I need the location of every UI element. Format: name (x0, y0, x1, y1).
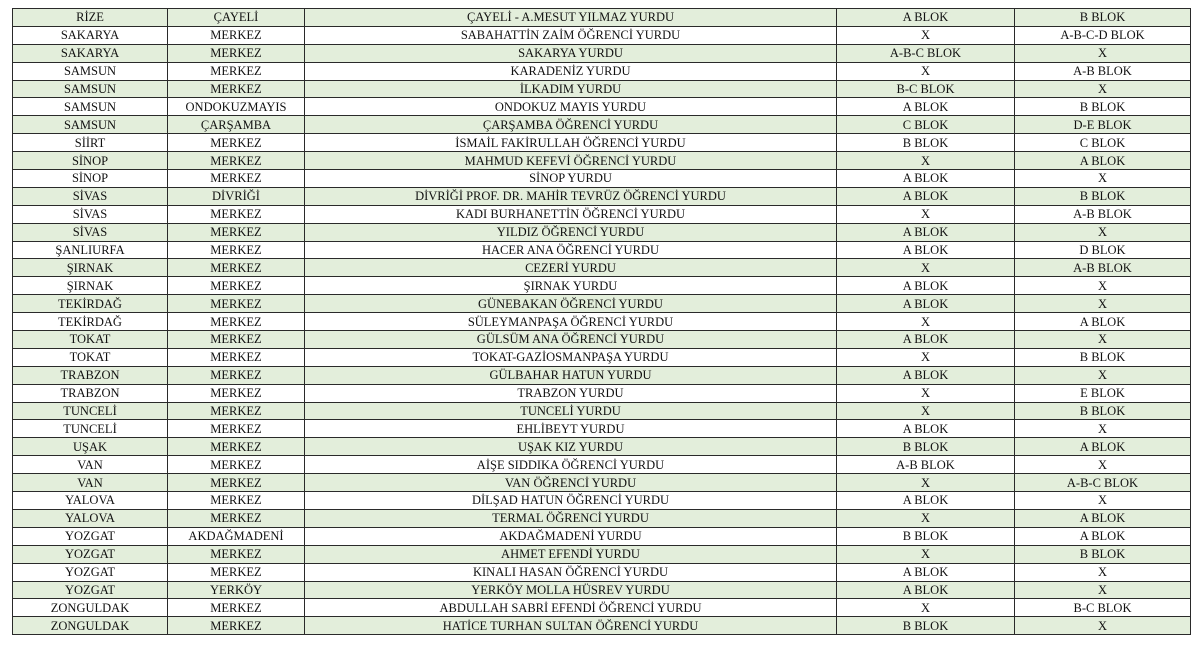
dorm-name-cell: DİLŞAD HATUN ÖĞRENCİ YURDU (305, 492, 837, 510)
block-a-cell: X (837, 205, 1015, 223)
table-row (13, 187, 1191, 205)
dorm-name-cell: AHMET EFENDİ YURDU (305, 545, 837, 563)
block-a-cell: A BLOK (837, 187, 1015, 205)
table-row (13, 617, 1191, 635)
city-cell: SİİRT (13, 134, 168, 152)
dorm-name-cell: DİVRİĞİ PROF. DR. MAHİR TEVRÜZ ÖĞRENCİ YURDU (305, 187, 837, 205)
block-b-cell: X (1015, 331, 1191, 349)
table-row (13, 331, 1191, 349)
block-b-cell: B BLOK (1015, 98, 1191, 116)
city-cell: SİVAS (13, 187, 168, 205)
block-b-cell: X (1015, 80, 1191, 98)
table-row (13, 170, 1191, 188)
table-row (13, 438, 1191, 456)
dorm-name-cell: SÜLEYMANPAŞA ÖĞRENCİ YURDU (305, 313, 837, 331)
district-cell: MERKEZ (168, 366, 305, 384)
table-row (13, 152, 1191, 170)
block-a-cell: B BLOK (837, 617, 1015, 635)
block-a-cell: X (837, 62, 1015, 80)
table-row (13, 98, 1191, 116)
block-b-cell: X (1015, 366, 1191, 384)
dormitory-table-body (13, 9, 1191, 635)
district-cell: MERKEZ (168, 420, 305, 438)
block-b-cell: B BLOK (1015, 187, 1191, 205)
block-b-cell: D-E BLOK (1015, 116, 1191, 134)
block-a-cell: X (837, 259, 1015, 277)
district-cell: ÇAYELİ (168, 9, 305, 27)
district-cell: MERKEZ (168, 152, 305, 170)
city-cell: TRABZON (13, 366, 168, 384)
district-cell: MERKEZ (168, 62, 305, 80)
dorm-name-cell: HACER ANA ÖĞRENCİ YURDU (305, 241, 837, 259)
dorm-name-cell: TOKAT-GAZİOSMANPAŞA YURDU (305, 348, 837, 366)
district-cell: MERKEZ (168, 205, 305, 223)
table-row (13, 599, 1191, 617)
city-cell: TOKAT (13, 331, 168, 349)
city-cell: TEKİRDAĞ (13, 313, 168, 331)
district-cell: MERKEZ (168, 509, 305, 527)
table-row (13, 402, 1191, 420)
table-row (13, 9, 1191, 27)
block-b-cell: X (1015, 170, 1191, 188)
city-cell: YOZGAT (13, 581, 168, 599)
table-row (13, 44, 1191, 62)
table-row (13, 581, 1191, 599)
block-a-cell: A-B-C BLOK (837, 44, 1015, 62)
district-cell: MERKEZ (168, 438, 305, 456)
dorm-name-cell: YERKÖY MOLLA HÜSREV YURDU (305, 581, 837, 599)
district-cell: MERKEZ (168, 241, 305, 259)
block-a-cell: A BLOK (837, 563, 1015, 581)
district-cell: MERKEZ (168, 223, 305, 241)
table-row (13, 277, 1191, 295)
city-cell: RİZE (13, 9, 168, 27)
city-cell: ŞIRNAK (13, 259, 168, 277)
block-b-cell: B BLOK (1015, 402, 1191, 420)
block-b-cell: D BLOK (1015, 241, 1191, 259)
district-cell: MERKEZ (168, 545, 305, 563)
dorm-name-cell: SAKARYA YURDU (305, 44, 837, 62)
table-row (13, 366, 1191, 384)
district-cell: ONDOKUZMAYIS (168, 98, 305, 116)
dorm-name-cell: AİŞE SIDDIKA ÖĞRENCİ YURDU (305, 456, 837, 474)
dorm-name-cell: ÇAYELİ - A.MESUT YILMAZ YURDU (305, 9, 837, 27)
dorm-name-cell: SABAHATTİN ZAİM ÖĞRENCİ YURDU (305, 26, 837, 44)
city-cell: ZONGULDAK (13, 617, 168, 635)
block-a-cell: B BLOK (837, 527, 1015, 545)
city-cell: YALOVA (13, 492, 168, 510)
table-row (13, 545, 1191, 563)
city-cell: TUNCELİ (13, 420, 168, 438)
table-row (13, 26, 1191, 44)
table-row (13, 492, 1191, 510)
city-cell: SAKARYA (13, 26, 168, 44)
block-a-cell: B BLOK (837, 438, 1015, 456)
district-cell: MERKEZ (168, 563, 305, 581)
block-b-cell: X (1015, 563, 1191, 581)
table-row (13, 313, 1191, 331)
district-cell: MERKEZ (168, 331, 305, 349)
block-a-cell: X (837, 313, 1015, 331)
block-a-cell: X (837, 474, 1015, 492)
dorm-name-cell: ÇARŞAMBA ÖĞRENCİ YURDU (305, 116, 837, 134)
district-cell: DİVRİĞİ (168, 187, 305, 205)
city-cell: TRABZON (13, 384, 168, 402)
block-a-cell: X (837, 26, 1015, 44)
block-a-cell: A BLOK (837, 492, 1015, 510)
block-b-cell: E BLOK (1015, 384, 1191, 402)
district-cell: MERKEZ (168, 134, 305, 152)
dorm-name-cell: ONDOKUZ MAYIS YURDU (305, 98, 837, 116)
dorm-name-cell: İLKADIM YURDU (305, 80, 837, 98)
table-row (13, 509, 1191, 527)
table-row (13, 420, 1191, 438)
table-row (13, 241, 1191, 259)
block-b-cell: X (1015, 44, 1191, 62)
dorm-name-cell: GÜNEBAKAN ÖĞRENCİ YURDU (305, 295, 837, 313)
block-a-cell: X (837, 152, 1015, 170)
table-row (13, 295, 1191, 313)
block-a-cell: A BLOK (837, 295, 1015, 313)
district-cell: MERKEZ (168, 492, 305, 510)
dorm-name-cell: CEZERİ YURDU (305, 259, 837, 277)
dormitory-table (12, 8, 1191, 635)
district-cell: MERKEZ (168, 313, 305, 331)
dorm-name-cell: VAN ÖĞRENCİ YURDU (305, 474, 837, 492)
city-cell: SAMSUN (13, 116, 168, 134)
district-cell: MERKEZ (168, 44, 305, 62)
block-b-cell: A BLOK (1015, 509, 1191, 527)
block-b-cell: B BLOK (1015, 545, 1191, 563)
block-a-cell: C BLOK (837, 116, 1015, 134)
block-b-cell: X (1015, 277, 1191, 295)
table-row (13, 527, 1191, 545)
dorm-name-cell: MAHMUD KEFEVİ ÖĞRENCİ YURDU (305, 152, 837, 170)
city-cell: SAKARYA (13, 44, 168, 62)
city-cell: ŞANLIURFA (13, 241, 168, 259)
district-cell: ÇARŞAMBA (168, 116, 305, 134)
table-row (13, 384, 1191, 402)
block-a-cell: A BLOK (837, 581, 1015, 599)
block-a-cell: A BLOK (837, 223, 1015, 241)
dorm-name-cell: KARADENİZ YURDU (305, 62, 837, 80)
block-b-cell: A BLOK (1015, 313, 1191, 331)
district-cell: MERKEZ (168, 617, 305, 635)
table-row (13, 563, 1191, 581)
block-b-cell: C BLOK (1015, 134, 1191, 152)
city-cell: VAN (13, 474, 168, 492)
block-b-cell: X (1015, 617, 1191, 635)
dorm-name-cell: UŞAK KIZ YURDU (305, 438, 837, 456)
dorm-name-cell: YILDIZ ÖĞRENCİ YURDU (305, 223, 837, 241)
city-cell: YOZGAT (13, 545, 168, 563)
block-a-cell: A BLOK (837, 241, 1015, 259)
district-cell: MERKEZ (168, 26, 305, 44)
block-b-cell: A-B-C BLOK (1015, 474, 1191, 492)
block-a-cell: A BLOK (837, 9, 1015, 27)
block-a-cell: A BLOK (837, 331, 1015, 349)
block-b-cell: X (1015, 295, 1191, 313)
city-cell: TUNCELİ (13, 402, 168, 420)
block-b-cell: A-B BLOK (1015, 205, 1191, 223)
block-a-cell: B BLOK (837, 134, 1015, 152)
district-cell: MERKEZ (168, 170, 305, 188)
block-a-cell: A BLOK (837, 98, 1015, 116)
dorm-name-cell: GÜLSÜM ANA ÖĞRENCİ YURDU (305, 331, 837, 349)
district-cell: MERKEZ (168, 474, 305, 492)
block-a-cell: X (837, 402, 1015, 420)
dorm-name-cell: AKDAĞMADENİ YURDU (305, 527, 837, 545)
block-a-cell: A BLOK (837, 170, 1015, 188)
table-row (13, 134, 1191, 152)
district-cell: MERKEZ (168, 599, 305, 617)
dorm-name-cell: TRABZON YURDU (305, 384, 837, 402)
block-b-cell: X (1015, 420, 1191, 438)
table-row (13, 456, 1191, 474)
city-cell: SİNOP (13, 152, 168, 170)
block-a-cell: X (837, 348, 1015, 366)
block-b-cell: A-B BLOK (1015, 259, 1191, 277)
district-cell: MERKEZ (168, 348, 305, 366)
dorm-name-cell: GÜLBAHAR HATUN YURDU (305, 366, 837, 384)
block-b-cell: X (1015, 492, 1191, 510)
city-cell: SAMSUN (13, 98, 168, 116)
city-cell: SİVAS (13, 223, 168, 241)
table-row (13, 474, 1191, 492)
dorm-name-cell: HATİCE TURHAN SULTAN ÖĞRENCİ YURDU (305, 617, 837, 635)
city-cell: SİNOP (13, 170, 168, 188)
district-cell: MERKEZ (168, 259, 305, 277)
district-cell: MERKEZ (168, 80, 305, 98)
block-a-cell: A BLOK (837, 366, 1015, 384)
city-cell: SAMSUN (13, 80, 168, 98)
district-cell: AKDAĞMADENİ (168, 527, 305, 545)
table-row (13, 223, 1191, 241)
city-cell: UŞAK (13, 438, 168, 456)
city-cell: SAMSUN (13, 62, 168, 80)
district-cell: MERKEZ (168, 402, 305, 420)
block-b-cell: B BLOK (1015, 9, 1191, 27)
block-a-cell: A BLOK (837, 277, 1015, 295)
block-b-cell: A BLOK (1015, 438, 1191, 456)
block-a-cell: X (837, 509, 1015, 527)
block-b-cell: A BLOK (1015, 152, 1191, 170)
dorm-name-cell: KADI BURHANETTİN ÖĞRENCİ YURDU (305, 205, 837, 223)
table-row (13, 62, 1191, 80)
table-row (13, 348, 1191, 366)
district-cell: MERKEZ (168, 295, 305, 313)
city-cell: YALOVA (13, 509, 168, 527)
city-cell: ZONGULDAK (13, 599, 168, 617)
dorm-name-cell: KINALI HASAN ÖĞRENCİ YURDU (305, 563, 837, 581)
dorm-name-cell: ŞIRNAK YURDU (305, 277, 837, 295)
block-b-cell: A-B-C-D BLOK (1015, 26, 1191, 44)
block-b-cell: B BLOK (1015, 348, 1191, 366)
table-row (13, 116, 1191, 134)
block-b-cell: X (1015, 581, 1191, 599)
city-cell: SİVAS (13, 205, 168, 223)
block-b-cell: X (1015, 456, 1191, 474)
block-b-cell: A BLOK (1015, 527, 1191, 545)
dorm-name-cell: ABDULLAH SABRİ EFENDİ ÖĞRENCİ YURDU (305, 599, 837, 617)
block-a-cell: A-B BLOK (837, 456, 1015, 474)
block-b-cell: A-B BLOK (1015, 62, 1191, 80)
city-cell: ŞIRNAK (13, 277, 168, 295)
city-cell: VAN (13, 456, 168, 474)
block-a-cell: X (837, 599, 1015, 617)
district-cell: MERKEZ (168, 384, 305, 402)
city-cell: YOZGAT (13, 527, 168, 545)
block-a-cell: A BLOK (837, 420, 1015, 438)
city-cell: TEKİRDAĞ (13, 295, 168, 313)
table-row (13, 205, 1191, 223)
block-a-cell: X (837, 384, 1015, 402)
block-a-cell: B-C BLOK (837, 80, 1015, 98)
dorm-name-cell: İSMAİL FAKİRULLAH ÖĞRENCİ YURDU (305, 134, 837, 152)
dorm-name-cell: TERMAL ÖĞRENCİ YURDU (305, 509, 837, 527)
district-cell: YERKÖY (168, 581, 305, 599)
block-a-cell: X (837, 545, 1015, 563)
block-b-cell: B-C BLOK (1015, 599, 1191, 617)
dorm-name-cell: SİNOP YURDU (305, 170, 837, 188)
city-cell: YOZGAT (13, 563, 168, 581)
table-row (13, 80, 1191, 98)
city-cell: TOKAT (13, 348, 168, 366)
dorm-name-cell: TUNCELİ YURDU (305, 402, 837, 420)
table-row (13, 259, 1191, 277)
dorm-name-cell: EHLİBEYT YURDU (305, 420, 837, 438)
district-cell: MERKEZ (168, 277, 305, 295)
district-cell: MERKEZ (168, 456, 305, 474)
block-b-cell: X (1015, 223, 1191, 241)
